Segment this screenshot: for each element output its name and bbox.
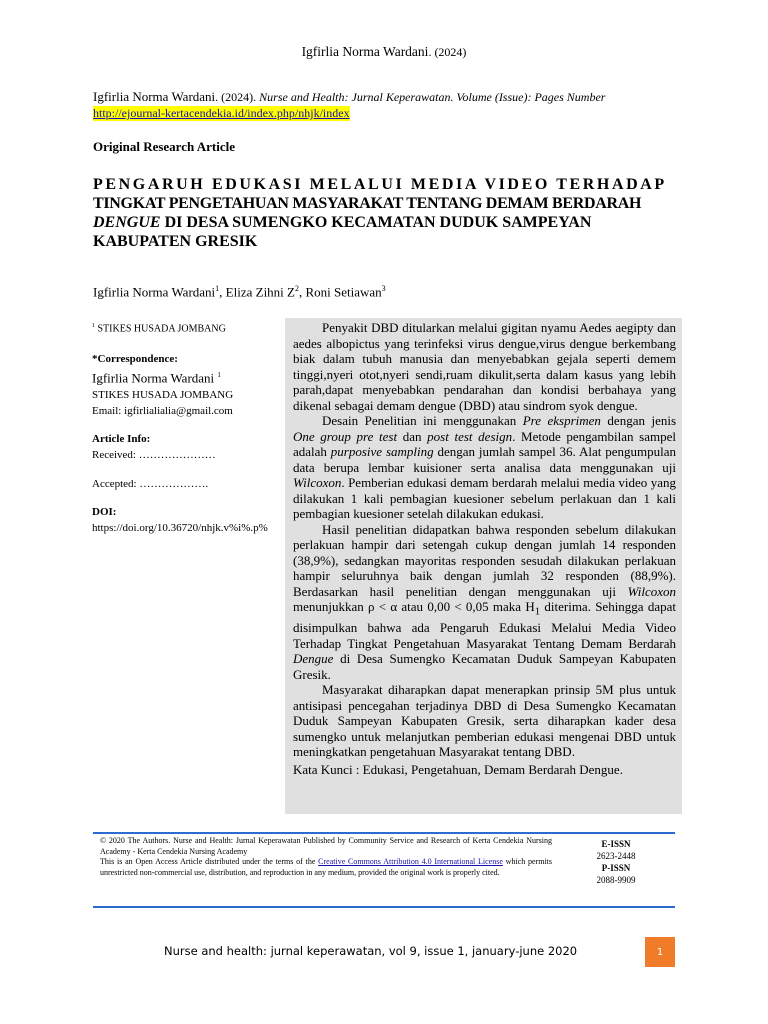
citation-journal: Nurse and Health: Jurnal Keperawatan. Volume (Issue): Pages Number	[256, 90, 606, 104]
methods-italic: One group pre test	[293, 428, 398, 444]
results-subscript: 1	[534, 605, 541, 618]
correspondence-sup: 1	[217, 371, 221, 380]
doi-heading: DOI:	[92, 505, 117, 518]
methods-text: dengan jumlah sampel 36. Alat pengumpulan data berupa lembar kuisioner serta analisa data menggunakan uji	[293, 444, 676, 475]
methods-text: dan	[397, 428, 428, 444]
abstract-methods	[293, 413, 676, 522]
methods-italic: post test design	[427, 428, 513, 444]
received-date: Received: …………………	[92, 448, 216, 461]
abstract-background: Penyakit DBD ditularkan melalui gigitan nyamu Aedes aegipty dan aedes albopictus yang terinfeksi virus dengue,virus dengue berkembang biak dalam tubuh manusia dan menyebabkan gejala seperti demem tinggi,nyeri otot,nyeri sendi,ruam dikulit,serta dalam kasus yang lebih parah,dapat menyebabkan pendarahan dan kondisi berbahaya yang dikenal sebagai demam dengue (DBD) atau sindrom syok dengue.	[293, 320, 676, 413]
running-header	[0, 44, 768, 60]
affiliation-text: STIKES HUSADA JOMBANG	[95, 323, 226, 335]
article-type: Original Research Article	[93, 139, 236, 154]
article-sidebar	[92, 318, 282, 536]
journal-link[interactable]: http://ejournal-kertacendekia.id/index.php/nhjk/index	[93, 106, 350, 120]
methods-text: Desain Penelitian ini menggunakan	[322, 413, 523, 428]
license-terms-text: This is an Open Access Article distributed under the terms of the	[100, 857, 319, 866]
author-sep: ,	[298, 284, 306, 300]
results-italic: Dengue	[293, 651, 334, 667]
p-issn-value: 2088-9909	[596, 875, 636, 885]
citation-author: Igfirlia Norma Wardani	[93, 89, 216, 104]
results-italic: Wilcoxon	[627, 583, 676, 599]
results-text: diterima. Sehingga dapat disimpulkan bahwa ada Pengaruh Edukasi Melalui Media Video Terhadap Tingkat Pengetahuan Masyarakat Tentang Demam Berdarah	[293, 599, 676, 651]
methods-text: . Pemberian edukasi demam berdarah melalui media video yang dilakukan 1 kali pembagian kuesioner sebelum perlakuan dan 1 kali pembagian kuesioner setelah dilakukan edukasi.	[293, 475, 676, 521]
header-author: Igfirlia Norma Wardani	[301, 44, 429, 59]
title-dengue: DENGUE	[93, 214, 161, 231]
correspondence-email: Email: igfirlialialia@gmail.com	[92, 404, 233, 417]
author-name: Igfirlia Norma Wardani	[93, 284, 216, 300]
license-copyright: © 2020 The Authors. Nurse and Health: Jurnal Keperawatan Published by Community Service and Research of Kerta Cendekia Nursing Academy - Kerta Cendekia Nursing Academy	[100, 836, 552, 856]
title-line-3	[93, 213, 675, 232]
author-list	[93, 284, 386, 300]
abstract-box	[285, 318, 682, 814]
methods-italic: Pre eksprimen	[522, 413, 601, 428]
title-line-4: KABUPATEN GRESIK	[93, 233, 258, 250]
license-text	[100, 836, 552, 878]
correspondence-heading: *Correspondence:	[92, 353, 178, 366]
title-line-1: PENGARUH EDUKASI MELALUI MEDIA VIDEO TERHADAP	[93, 176, 667, 193]
author-name: Eliza Zihni Z	[225, 284, 295, 300]
results-text: Hasil penelitian didapatkan bahwa responden sebelum dilakukan perlakuan hampir dari setengah cukup dengan jumlah 14 responden (38,9%), sedangkan mayoritas responden sesudah dilakukan perlakuan hampir seluruhnya baik dengan jumlah 32 responden (88,9%). Berdasarkan hasil penelitian dengan menggunakan uji	[293, 521, 676, 599]
correspondence-institution: STIKES HUSADA JOMBANG	[92, 388, 234, 401]
title-line-2: TINGKAT PENGETAHUAN MASYARAKAT TENTANG DEMAM BERDARAH	[93, 195, 642, 212]
divider-bottom	[93, 906, 675, 908]
license-terms	[100, 857, 552, 878]
license-terms-text: which permits unrestricted non-commercial use, distribution, and reproduction in any medium, provided the original work is properly cited.	[100, 857, 552, 877]
author-sup: 1	[215, 284, 220, 293]
p-issn-label: P-ISSN	[601, 863, 631, 873]
citation	[93, 88, 693, 106]
header-year: . (2024)	[428, 45, 467, 59]
citation-year: . (2024).	[215, 90, 257, 104]
methods-italic: purposive sampling	[330, 444, 434, 459]
page-footer: Nurse and health: jurnal keperawatan, vol 9, issue 1, january-june 2020	[164, 944, 578, 958]
author-sep: ,	[219, 284, 226, 300]
affiliation-sup: 1	[92, 323, 95, 329]
author-name: Roni Setiawan	[305, 284, 382, 300]
results-text: di Desa Sumengko Kecamatan Duduk Sampeyan Kabupaten Gresik.	[293, 651, 676, 682]
article-title	[93, 175, 675, 251]
correspondence-name: Igfirlia Norma Wardani	[92, 370, 215, 386]
affiliation	[92, 318, 282, 337]
abstract-recommendation: Masyarakat diharapkan dapat menerapkan prinsip 5M plus untuk antisipasi pencegahan terjadinya DBD di Desa Sumengko Kecamatan Duduk Sampeyan Kabupaten Gresik, serta diharapkan kader desa sumengko untuk melanjutkan pemberian edukasi mengenai DBD untuk meningkatkan pengetahuan Masyarakat tentang DBD.	[293, 682, 676, 760]
doi-value: https://doi.org/10.36720/nhjk.v%i%.p%	[92, 521, 268, 534]
author-sup: 2	[294, 284, 299, 293]
methods-italic: Wilcoxon	[293, 475, 342, 490]
abstract-results	[293, 522, 676, 683]
title-line-3-rest: DI DESA SUMENGKO KECAMATAN DUDUK SAMPEYAN	[160, 214, 592, 231]
divider-top	[93, 832, 675, 834]
methods-text: dengan jenis	[600, 413, 677, 428]
issn-block	[560, 838, 672, 886]
license-link[interactable]: Creative Commons Attribution 4.0 International License	[318, 857, 503, 866]
keywords: Kata Kunci : Edukasi, Pengetahuan, Demam Berdarah Dengue.	[293, 761, 623, 777]
e-issn-value: 2623-2448	[596, 851, 636, 861]
accepted-date: Accepted: ……………….	[92, 477, 209, 490]
correspondence-name-line	[92, 367, 282, 386]
article-info-heading: Article Info:	[92, 432, 151, 445]
e-issn-label: E-ISSN	[601, 839, 631, 849]
results-text: menunjukkan ρ < α atau 0,00 < 0,05 maka H	[293, 599, 535, 614]
page-number: 1	[645, 937, 675, 967]
methods-text: . Metode pengambilan sampel adalah	[293, 428, 676, 459]
author-sup: 3	[381, 284, 386, 293]
